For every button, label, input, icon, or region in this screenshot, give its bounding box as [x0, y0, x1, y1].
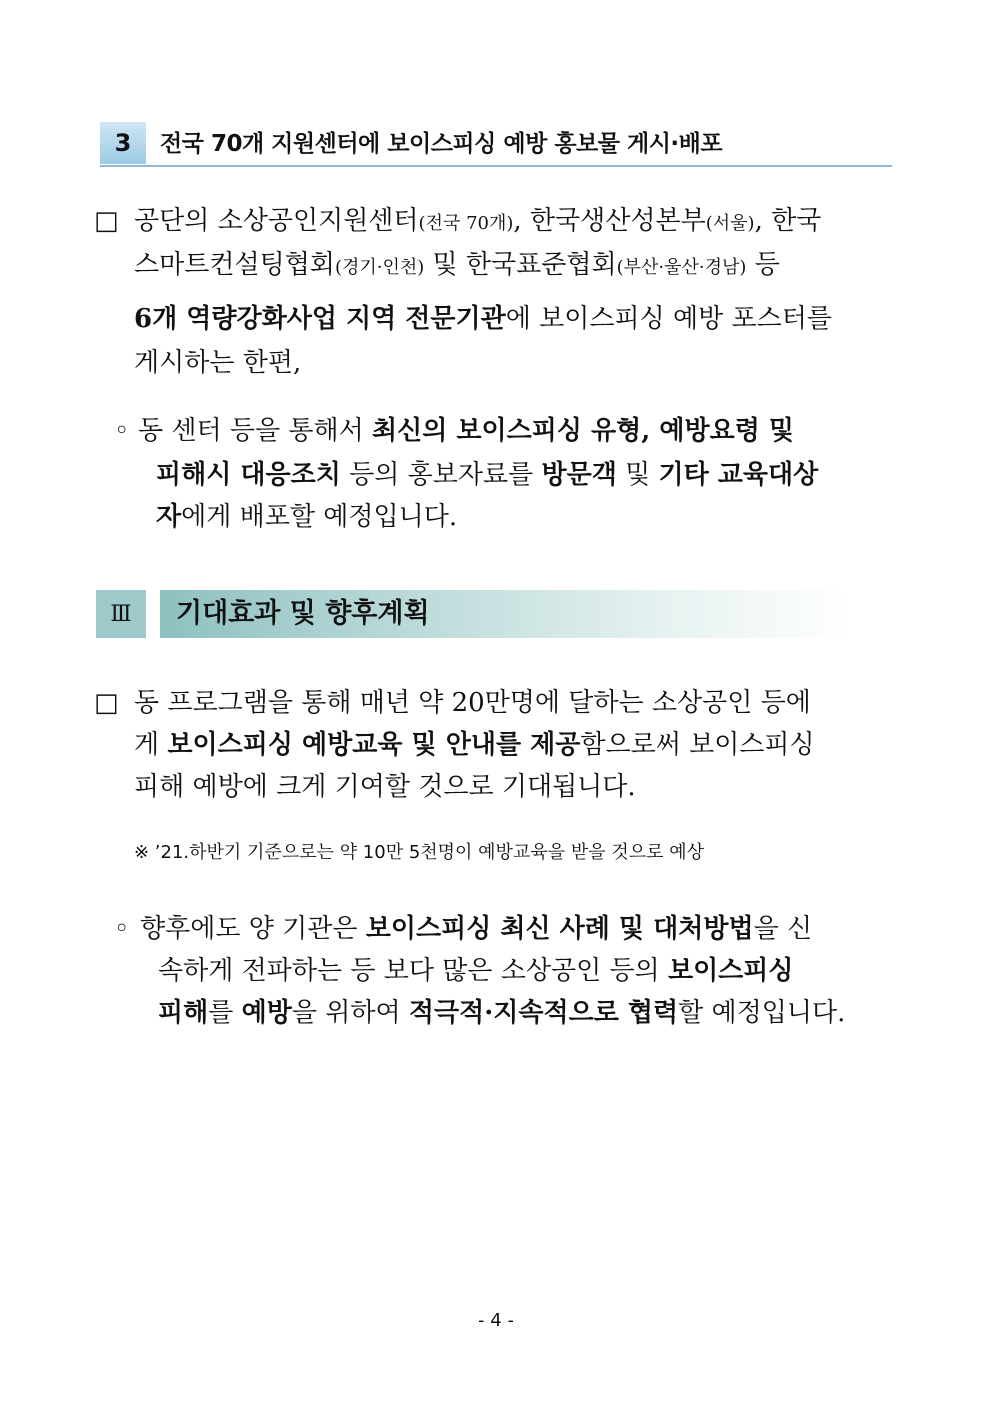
paragraph-line: 공단의 소상공인지원센터(전국 70개), 한국생산성본부(서울), 한국	[134, 206, 822, 236]
section-title: 전국 70개 지원센터에 보이스피싱 예방 홍보물 게시·배포	[160, 131, 723, 157]
paragraph-line: 동 프로그램을 통해 매년 약 20만명에 달하는 소상공인 등에	[134, 688, 811, 718]
paragraph-line: 향후에도 양 기관은 보이스피싱 최신 사례 및 대처방법을 신	[140, 914, 813, 944]
paragraph-line: 6개 역량강화사업 지역 전문기관에 보이스피싱 예방 포스터를	[134, 304, 832, 334]
paragraph-line: 동 센터 등을 통해서 최신의 보이스피싱 유형, 예방요령 및	[138, 416, 794, 446]
circle-bullet: ◦	[114, 914, 130, 944]
paragraph-line: 피해시 대응조치 등의 홍보자료를 방문객 및 기타 교육대상	[156, 460, 819, 490]
section-divider	[100, 165, 892, 167]
footnote: ※ ’21.하반기 기준으로는 약 10만 5천명이 예방교육을 받을 것으로 예상	[134, 842, 704, 863]
square-bullet: □	[94, 206, 119, 236]
paragraph-line: 피해를 예방을 위하여 적극적·지속적으로 협력할 예정입니다.	[158, 998, 846, 1028]
section-number: Ⅲ	[96, 590, 146, 638]
section-number: 3	[100, 122, 146, 164]
paragraph-line: 피해 예방에 크게 기여할 것으로 기대됩니다.	[134, 772, 636, 802]
paragraph-line: 게시하는 한편,	[134, 348, 302, 378]
section-title: 기대효과 및 향후계획	[176, 598, 430, 629]
paragraph-line: 자에게 배포할 예정입니다.	[156, 502, 458, 532]
paragraph-line: 스마트컨설팅협회(경기·인천) 및 한국표준협회(부산·울산·경남) 등	[134, 250, 780, 280]
page-number: - 4 -	[478, 1310, 514, 1331]
circle-bullet: ◦	[114, 416, 130, 446]
square-bullet: □	[94, 688, 119, 718]
paragraph-line: 속하게 전파하는 등 보다 많은 소상공인 등의 보이스피싱	[158, 956, 794, 986]
paragraph-line: 게 보이스피싱 예방교육 및 안내를 제공함으로써 보이스피싱	[134, 730, 815, 760]
